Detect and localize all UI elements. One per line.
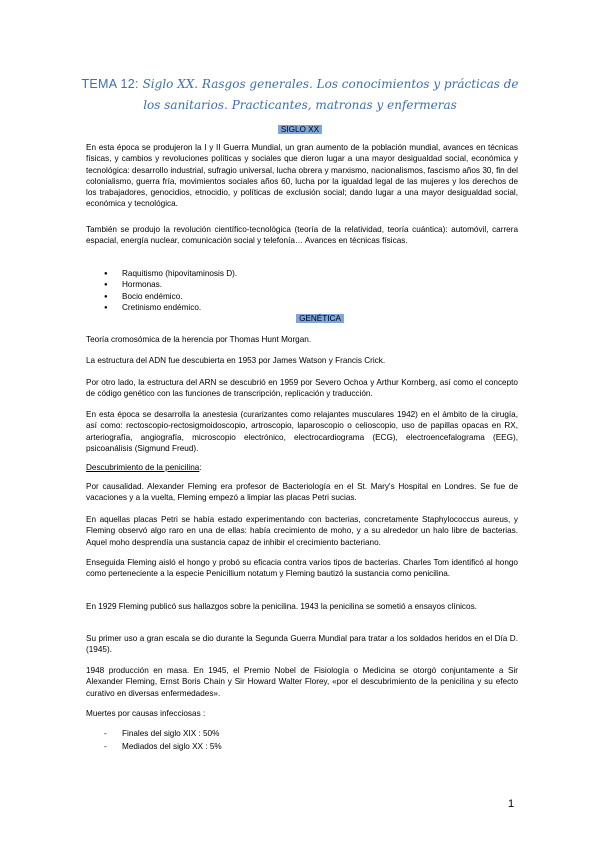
paragraph: Enseguida Fleming aisló el hongo y probó su eficacia contra varios tipos de bacterias. Charles Tom identificó al hongo como perteneciente a la especie Penicillium notatum y Fleming bautizó la sustancia como penicilina. [86, 558, 518, 579]
paragraph: En aquellas placas Petri se había estado experimentando con bacterias, concretamente Staphylococcus aureus, y Fleming observó algo raro en una de ellas: había crecimiento de moho, y a su alrededor un halo libre de bacterias. Aquel moho desprendía una sustancia capaz de inhibir el crecimiento bacteriano. [86, 515, 518, 547]
document-title [60, 74, 540, 116]
paragraph: En 1929 Fleming publicó sus hallazgos sobre la penicilina. 1943 la penicilina se sometió a ensayos clínicos. [86, 602, 477, 611]
paragraph: 1948 producción en masa. En 1945, el Premio Nobel de Fisiología o Medicina se otorgó conjuntamente a Sir Alexander Fleming, Ernst Boris Chain y Sir Howard Walter Florey, «por el descubrimiento de la penicilina y su efecto curativo en diversas enfermedades». [86, 666, 518, 698]
paragraph: La estructura del ADN fue descubierta en 1953 por James Watson y Francis Crick. [86, 356, 386, 365]
section-heading-siglo-xx [0, 125, 600, 134]
list-item: ● Cretinismo endémico. [122, 302, 554, 313]
paragraph: En esta época se desarrolla la anestesia (curarizantes como relajantes musculares 1942) en el ámbito de la cirugía, así como: rectoscopio-rectosigmoidoscopio, artroscopio, laparoscopio o celioscopio, uso de papillas opacas en RX, arteriografía, angiografía, microscopio electrónico, electrocardiograma (ECG), electroencefalograma (EEG), psicoanálisis (Sigmund Freud). [86, 410, 518, 453]
list-item: - Finales del siglo XIX : 50% [122, 727, 554, 740]
list-item: - Mediados del siglo XX : 5% [122, 740, 554, 753]
paragraph: En esta época se produjeron la I y II Guerra Mundial, un gran aumento de la población mundial, avances en técnicas físicas, y cambios y revoluciones políticas y sociales que dieron lugar a una mayor desigualdad social, económica y tecnológica: desarrollo industrial, sufragio universal, lucha obrera y marxismo, nacionalismos, fascismo años 30, fin del colonialismo, guerra fría, movimientos sociales años 60, lucha por la igualdad legal de las mujeres y los derechos de los trabajadores, genocidios, etnocidio, y políticas de exclusión social; dando lugar a una mayor desigualdad social, económica y tecnológica. [86, 143, 518, 209]
deaths-list [86, 727, 554, 753]
paragraph: También se produjo la revolución científico-tecnológica (teoría de la relatividad, teoría cuántica): automóvil, carrera espacial, energía nuclear, comunicación social y telefonía… Avances en técnicas físicas. [86, 225, 518, 246]
title-line-1: Siglo XX. Rasgos generales. Los conocimientos y prácticas de [138, 77, 519, 91]
paragraph: Por otro lado, la estructura del ARN se descubrió en 1959 por Severo Ochoa y Arthur Kornberg, así como el concepto de código genético con las funciones de transcripción, replicación y traducción. [86, 378, 518, 399]
list-item: ● Hormonas. [122, 279, 554, 290]
subheading-penicilina [86, 462, 518, 473]
title-line-2: los sanitarios. Practicantes, matronas y enfermeras [143, 98, 457, 112]
list-item: ● Bocio endémico. [122, 291, 554, 302]
bullet-list [86, 268, 554, 313]
list-item: ● Raquitismo (hipovitaminosis D). [122, 268, 554, 279]
subheading-colon: : [199, 463, 202, 472]
paragraph: Su primer uso a gran escala se dio durante la Segunda Guerra Mundial para tratar a los soldados heridos en el Día D.(1945). [86, 634, 518, 655]
section-label: SIGLO XX [278, 125, 322, 134]
section-label: GENÉTICA [296, 314, 344, 323]
section-heading-genetica [0, 314, 600, 323]
subheading-text: Descubrimiento de la penicilina [86, 463, 200, 472]
paragraph: Por causalidad. Alexander Fleming era profesor de Bacteriología en el St. Mary's Hospital en Londres. Se fue de vacaciones y a la vuelta, Fleming empezó a limpiar las placas Petri sucias. [86, 482, 518, 503]
paragraph: Muertes por causas infecciosas : [86, 709, 206, 718]
title-lead: TEMA 12: [81, 77, 139, 91]
page-number: 1 [508, 798, 515, 810]
paragraph: Teoría cromosómica de la herencia por Thomas Hunt Morgan. [86, 335, 312, 344]
